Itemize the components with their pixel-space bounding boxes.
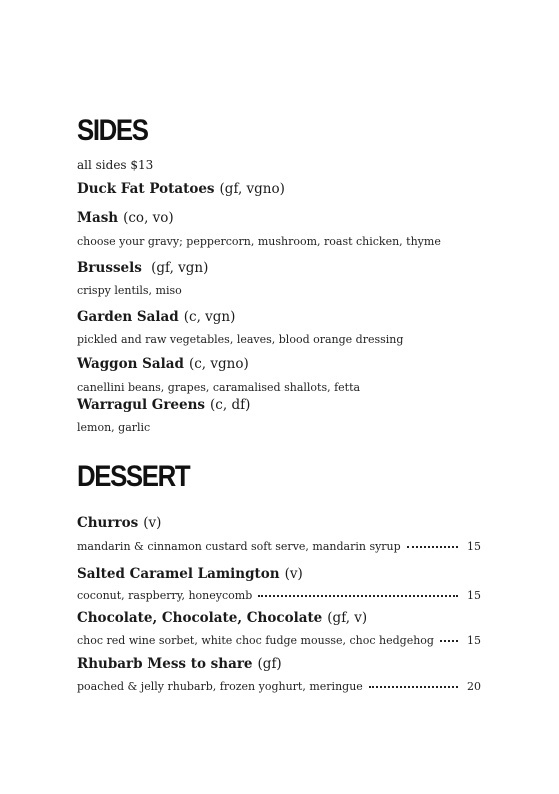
dessert-item-description: poached & jelly rhubarb, frozen yoghurt, meringue [77,680,363,693]
dessert-item-price: 15 [467,634,481,647]
dessert-item-price: 15 [467,540,481,553]
dessert-item-tags: (gf, v) [327,610,368,626]
sides-price-note: all sides $13 [77,158,154,172]
dessert-item-salted-caramel-lamington [77,566,303,582]
dessert-item-description-row [77,680,481,693]
side-item-description: choose your gravy; peppercorn, mushroom, roast chicken, thyme [77,235,441,248]
side-item-duck-fat-potatoes [77,181,285,197]
side-item-mash [77,210,174,226]
dessert-item-description: mandarin & cinnamon custard soft serve, mandarin syrup [77,540,401,553]
dessert-item-description-row [77,634,481,647]
dessert-item-name: Churros [77,515,139,531]
dessert-item-description: choc red wine sorbet, white choc fudge mousse, choc hedgehog [77,634,434,647]
dessert-item-price: 15 [467,589,481,602]
dessert-item-name: Chocolate, Chocolate, Chocolate [77,610,323,626]
side-item-tags: (c, vgn) [183,309,236,325]
sides-heading: SIDES [77,114,148,147]
dessert-item-churros [77,515,161,531]
side-item-name: Duck Fat Potatoes [77,181,215,197]
dessert-item-tags: (v) [284,566,303,582]
dessert-item-name: Rhubarb Mess to share [77,656,253,672]
side-item-warragul-greens [77,397,250,413]
dessert-item-description-row [77,540,481,553]
side-item-tags: (c, df) [210,397,251,413]
side-item-garden-salad [77,309,235,325]
side-item-description: crispy lentils, miso [77,284,182,297]
dot-leader [407,546,458,548]
side-item-tags: (c, vgno) [188,356,249,372]
dessert-item-tags: (v) [143,515,162,531]
side-item-description: canellini beans, grapes, caramalised shallots, fetta [77,381,361,394]
dessert-item-name: Salted Caramel Lamington [77,566,280,582]
dessert-item-description-row [77,589,481,602]
dessert-item-rhubarb-mess [77,656,282,672]
side-item-name: Warragul Greens [77,397,206,413]
side-item-name: Waggon Salad [77,356,184,372]
side-item-description: pickled and raw vegetables, leaves, blood orange dressing [77,333,404,346]
side-item-name: Garden Salad [77,309,179,325]
dessert-item-description: coconut, raspberry, honeycomb [77,589,253,602]
side-item-description: lemon, garlic [77,421,151,434]
side-item-tags: (gf, vgno) [219,181,285,197]
dessert-item-price: 20 [467,680,481,693]
side-item-tags: (co, vo) [123,210,174,226]
side-item-name: Mash [77,210,119,226]
dessert-item-tags: (gf) [257,656,282,672]
dot-leader [258,595,458,597]
side-item-brussels [77,260,208,276]
dot-leader [440,640,458,642]
dot-leader [369,686,458,688]
side-item-tags: (gf, vgn) [146,260,209,276]
side-item-waggon-salad [77,356,249,372]
dessert-heading: DESSERT [77,460,190,493]
dessert-item-chocolate-chocolate-chocolate [77,610,367,626]
side-item-name: Brussels [77,260,142,276]
